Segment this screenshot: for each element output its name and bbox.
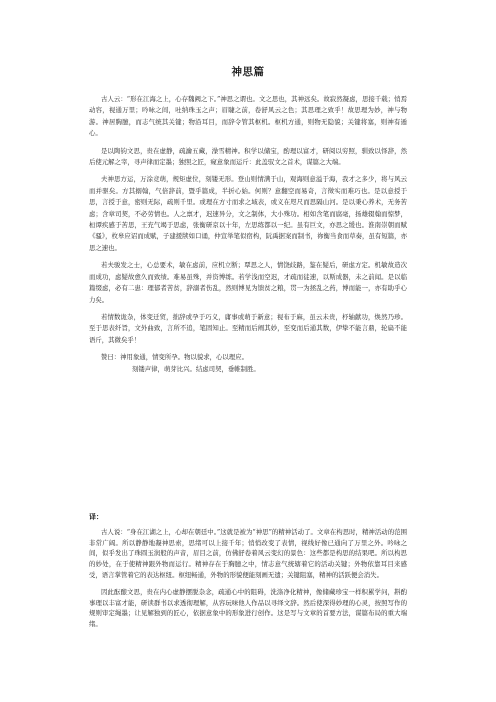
zan-line-1: 赞曰：神用象通，情变所孕。物以貌求，心以理应。 (101, 353, 248, 362)
paragraph: 若情数诡杂，体变迁贸，拙辞或孕于巧义，庸事或萌于新意；视布于麻，虽云未贵，杼轴献功，焕然乃珍。至于思表纤旨，文外曲致，言所不追，笔固知止。至精而后阐其妙，至变而后通其数，伊挚不能言鼎，轮扁不能语斤，其微矣乎！ (89, 312, 407, 344)
main-text (89, 94, 407, 375)
translation-label: 译： (89, 512, 103, 521)
paragraph: 夫神思方运，万涂竞萌，规矩虚位，刻镂无形。登山则情满于山，观海则意溢于海，我才之多少，将与风云而并驱矣。方其搦翰，气倍辞前，暨乎篇成，半折心始。何则？意翻空而易奇，言徵实而难巧也。是以意授于思，言授于意，密则无际，疏则千里。或理在方寸而求之域表，或义在咫尺而思隔山河。是以秉心养术，无务苦虑；含章司契，不必劳情也。人之禀才，迟速异分，文之制体，大小殊功。相如含笔而腐毫，扬雄辍翰而惊梦，桓谭疾感于苦思，王充气竭于思虑，张衡研京以十年，左思练都以一纪。虽有巨文，亦思之缓也。淮南崇朝而赋《骚》，枚皋应诏而成赋，子建援牍如口诵，仲宣举笔似宿构，阮禹据案而制书，祢衡当食而草奏，虽有短篇，亦思之速也。 (89, 175, 407, 252)
translation-paragraph: 古人说：“身在江湖之上，心却在朝廷中。”这就是被为“神思”的精神活动了。文章在构思时，精神活动的范围非常广阔。所以静静地凝神思索，思绪可以上接千年；悄悄改变了表情，视线好像已通向了万里之外。吟咏之间，似乎发出了珠圆玉润般的声音，眉目之前，仿佛舒卷着风云变幻的景色：这些都是构思的结果吧。所以构思的妙处，在于使精神跟外物而运行。精神存在于胸臆之中，情志意气统辖着它的活动关键；外物依靠耳目来感受，语言掌管着它的表达枢纽。枢纽畅通，外物的形貌便能刻画无遗；关键阻塞，精神的活跃便会消失。 (89, 527, 407, 579)
paragraph: 若夫骏发之士，心总要术，敏在虑前，应机立断；覃思之人，情饶歧路，鉴在疑后，研虑方定。机敏故造次而成功，虑疑故愈久而致绩。难易虽殊，并资博练。若学浅而空迟，才疏而徒速，以斯成器，未之前闻。是以临篇缀虑，必有二患：理郁者苦贫，辞溺者伤乱，然则博见为馈贫之粮，贯一为拯乱之药，博而能一，亦有助乎心力矣。 (89, 261, 407, 304)
translation-paragraph: 因此酝酿文思，贵在内心虚静摆脱杂念，疏通心中的阻碍，洗涤净化精神，像储藏珍宝一样积累学问，斟酌事理以丰富才能，研读群书以求透彻理解，从容玩味他人作品以寻绎文辞。然后使深得妙理的心灵，按照写作的规则审定绳墨；让见解独到的匠心，依据意象中的形象进行创作。这是写与文章的首要方法，谋篇布局的重大端绪。 (89, 587, 407, 629)
paragraph: 古人云：“形在江海之上，心存魏阙之下。”神思之谓也。文之思也，其神远矣。故寂然凝虑，思接千载；悄焉动容，视通万里；吟咏之间，吐纳珠玉之声；眉睫之前，卷舒风云之色；其思理之致乎！故思理为妙，神与物游。神居胸臆，而志气统其关键；物沿耳目，而辞令管其枢机。枢机方通，则物无隐貌；关键将塞，则神有遁心。 (89, 95, 407, 138)
zan-line-2: 刻镂声律，萌芽比兴。结虑司契，垂帷制胜。 (132, 364, 260, 373)
paragraph: 是以陶钧文思，贵在虚静，疏瀹五藏，澡雪精神。积学以储宝，酌理以富才，研阅以穷照，驯致以怿辞，然后使元解之宰，寻声律而定墨；独照之匠，窥意象而运斤：此盖驭文之首术，谋篇之大端。 (89, 146, 407, 167)
page-title: 神思篇 (231, 66, 265, 78)
translation-section (89, 512, 407, 636)
